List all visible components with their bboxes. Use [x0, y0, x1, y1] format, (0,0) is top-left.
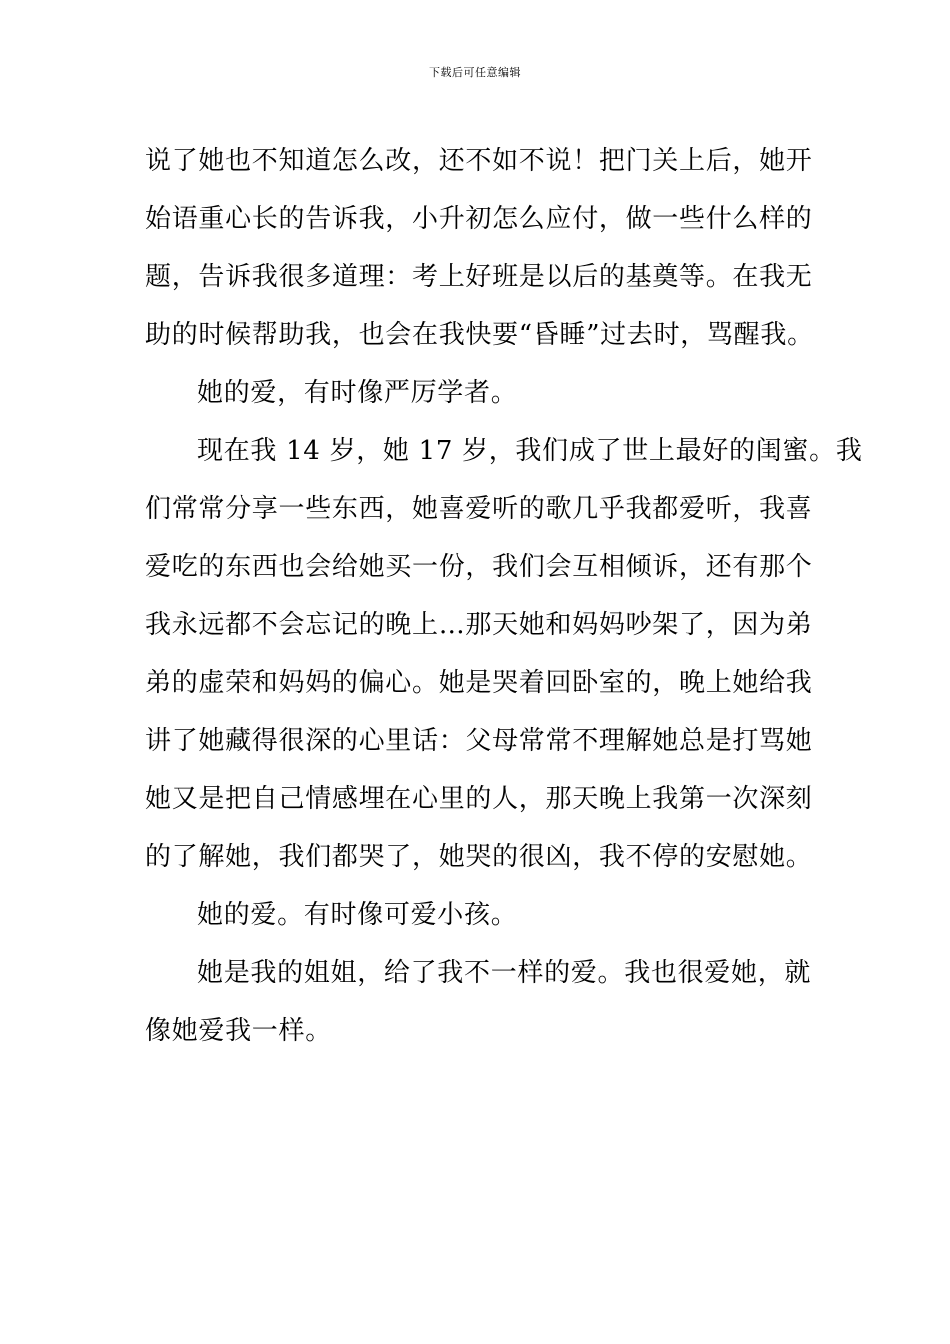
- text-line: 她的爱，有时像严厉学者。: [197, 378, 518, 408]
- text-line: 我永远都不会忘记的晚上…那天她和妈妈吵架了，因为弟: [145, 610, 813, 640]
- text-line: 题，告诉我很多道理：考上好班是以后的基奠等。在我无: [145, 262, 813, 292]
- text-line: 助的时候帮助我，也会在我快要“昏睡”过去时，骂醒我。: [145, 320, 814, 350]
- text-line: 她是我的姐姐，给了我不一样的爱。我也很爱她，就: [197, 958, 812, 988]
- text-line: 们常常分享一些东西，她喜爱听的歌几乎我都爱听，我喜: [145, 494, 813, 524]
- text-line: 她的爱。有时像可爱小孩。: [197, 900, 518, 930]
- text-line: 讲了她藏得很深的心里话：父母常常不理解她总是打骂她: [145, 726, 813, 756]
- text-line: 她又是把自己情感埋在心里的人，那天晚上我第一次深刻: [145, 784, 813, 814]
- text-line: 说了她也不知道怎么改，还不如不说！把门关上后，她开: [145, 146, 813, 176]
- text-line: 爱吃的东西也会给她买一份，我们会互相倾诉，还有那个: [145, 552, 813, 582]
- text-line: 弟的虚荣和妈妈的偏心。她是哭着回卧室的，晚上她给我: [145, 668, 813, 698]
- text-line: 始语重心长的告诉我，小升初怎么应付，做一些什么样的: [145, 204, 813, 234]
- page-header-note: 下载后可任意编辑: [429, 66, 521, 79]
- document-body: [145, 132, 863, 1060]
- text-line: 像她爱我一样。: [145, 1016, 332, 1046]
- text-line: 现在我 14 岁，她 17 岁，我们成了世上最好的闺蜜。我: [197, 436, 863, 466]
- text-line: 的了解她，我们都哭了，她哭的很凶，我不停的安慰她。: [145, 842, 813, 872]
